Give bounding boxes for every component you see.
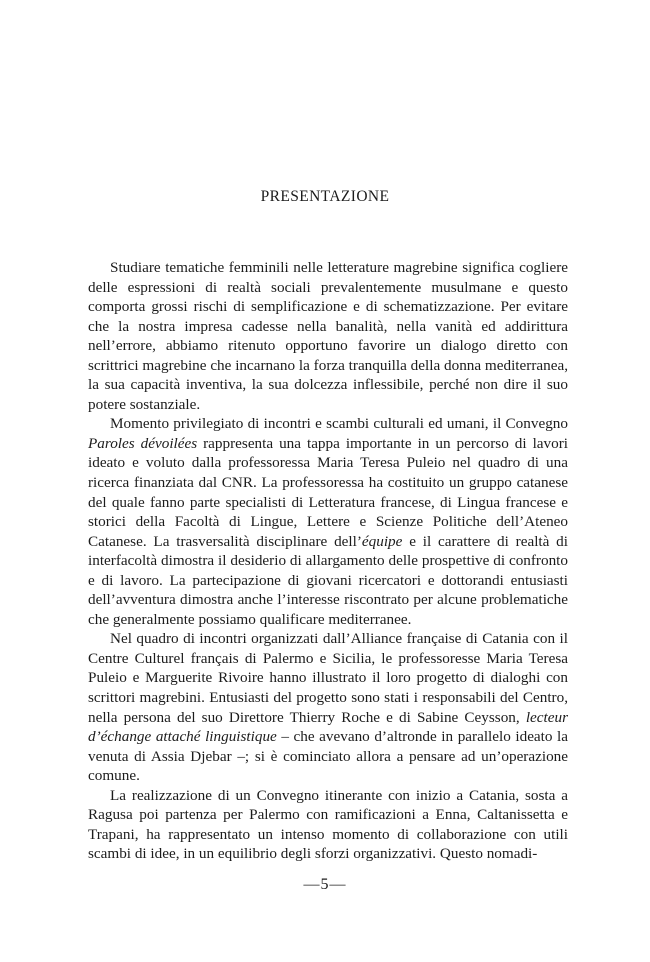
page-number: —5— bbox=[303, 876, 347, 893]
italic-text: lecteur d’échange attaché linguistique bbox=[88, 708, 568, 746]
text-run: Studiare tematiche femminili nelle letterature magrebine significa cogliere delle espressioni di realtà sociali prevalentemente musulmane e questo comporta grossi rischi di semplificazione e di schematizzazione. Per evitare che la nostra impresa cadesse nella banalità, nella vanità ed addirittura nell’errore, abbiamo ritenuto opportuno favorire un dialogo diretto con scrittrici magrebine che incarnano la forza tranquilla della donna mediterranea, la sua capacità inventiva, la sua dolcezza inflessibile, perché non dire il suo potere sostanziale. bbox=[88, 259, 568, 413]
text-run: Nel quadro di incontri organizzati dall’Alliance française di Catania con il Centre Culturel français di Palermo e Sicilia, le professoresse Maria Teresa Puleio e Marguerite Rivoire hanno illustrato il loro progetto di dialoghi con scrittori magrebini. Entusiasti del progetto sono stati i responsabili del Centro, nella persona del suo Direttore Thierry Roche e di Sabine Ceysson, bbox=[88, 630, 568, 726]
page-title: PRESENTAZIONE bbox=[260, 188, 390, 205]
text-run: La realizzazione di un Convegno itinerante con inizio a Catania, sosta a Ragusa poi partenza per Palermo con ramificazioni a Enna, Caltanissetta e Trapani, ha rappresentato un intenso momento di collaborazione con utili scambi di idee, in un equilibrio degli sforzi organizzativi. Questo nomadi- bbox=[88, 786, 568, 863]
text-run: e il carattere di realtà di interfacoltà dimostra il desiderio di allargamento delle prospettive di confronto e di lavoro. La partecipazione di giovani ricercatori e dottorandi entusiasti dell’avventura dimostra anche l’interesse riscontrato per alcune problematiche che generalmente possiamo qualificare mediterranee. bbox=[88, 532, 568, 628]
text-run: Momento privilegiato di incontri e scambi culturali ed umani, il Convegno bbox=[110, 415, 568, 433]
body-text bbox=[88, 258, 568, 864]
paragraph bbox=[88, 258, 568, 414]
text-run: – che avevano d’altronde in parallelo ideato la venuta di Assia Djebar –; si è cominciato allora a pensare ad un’operazione comune. bbox=[88, 728, 569, 785]
paragraph bbox=[88, 414, 568, 629]
text-run: rappresenta una tappa importante in un percorso di lavori ideato e voluto dalla professoressa Maria Teresa Puleio nel quadro di una ricerca finanziata dal CNR. La professoressa ha costituito un gruppo catanese del quale fanno parte specialisti di Letteratura francese, di Lingua francese e storici della Facoltà di Lingue, Lettere e Scienze Politiche dell’Ateneo Catanese. La trasversalità disciplinare dell’ bbox=[88, 434, 568, 550]
italic-text: Paroles dévoilées bbox=[88, 434, 198, 452]
paragraph bbox=[88, 786, 568, 864]
italic-text: équipe bbox=[361, 532, 403, 550]
paragraph bbox=[88, 629, 568, 785]
